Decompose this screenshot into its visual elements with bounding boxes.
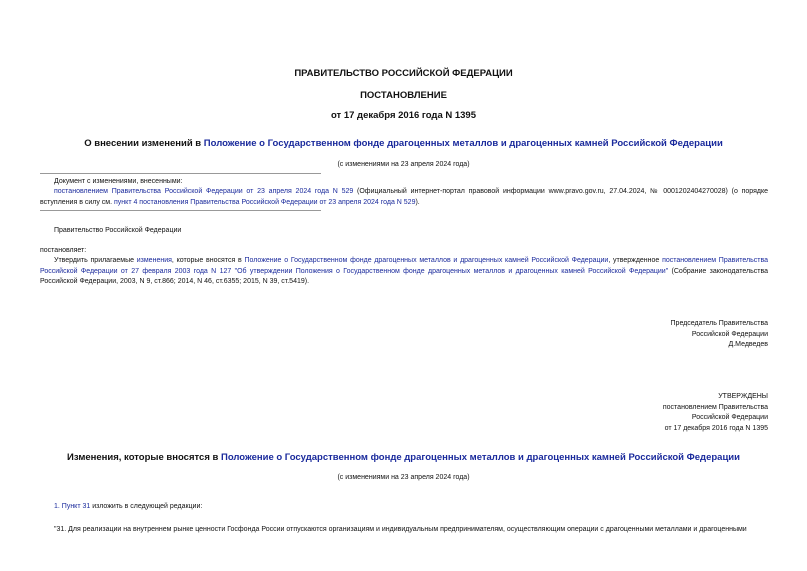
regulation-link-2[interactable]: Положение о Государственном фонде драгоценных металлов и драгоценных камней Российской Федерации [244,257,609,264]
p1-text-d: (Собрание законодательства Российской Федерации, 2003, N 9, ст.866; 2014, N 46, ст.6355; 2015, N 39, ст.5419). [40,267,768,285]
government-header: ПРАВИТЕЛЬСТВО РОССИЙСКОЙ ФЕДЕРАЦИИ [294,68,513,79]
divider-bottom [40,210,321,211]
item-1 [54,502,202,513]
item-1-text: изложить в следующей редакции: [90,503,203,510]
section-title-prefix: Изменения, которые вносятся в [67,452,221,463]
decree-127-link[interactable]: постановлением Правительства Российской Федерации от 27 февраля 2003 года N 127 "Об утверждении Положения о Государственном фонде драгоценных металлов и драгоценных камней Российской Федерации" [40,257,768,275]
changes-paragraph [40,187,768,208]
title-prefix: О внесении изменений в [84,138,204,149]
changes-text-3: ). [415,198,420,206]
changes-link[interactable]: изменения [136,257,172,264]
approved-line-4: от 17 декабря 2016 года N 1395 [664,424,768,432]
p1-text-b: , которые вносятся в [171,257,245,264]
section-amendment-note: (с изменениями на 23 апреля 2024 года) [337,474,470,481]
document-date-number: от 17 декабря 2016 года N 1395 [330,110,476,121]
quoted-text: "31. Для реализации на внутреннем рынке ценности Госфонда России отпускаются организациям и индивидуальным предпринимателям, осуществляющим операции с драгоценными металлами и драгоценными [54,526,747,533]
section-regulation-link[interactable]: Положение о Государственном фонде драгоценных металлов и драгоценных камней Российской Федерации [220,452,740,463]
document-type: ПОСТАНОВЛЕНИЕ [360,90,447,101]
divider-top [40,173,321,174]
p1-text-c: , утвержденное [608,257,663,264]
signature-block [671,319,768,351]
changes-section-title [0,452,807,463]
changes-text-1: (Официальный интернет-портал правовой информации www.pravo.gov.ru, 27.04.2024, № 0001202404270028) (о порядке [353,188,769,195]
changes-label: Документ с изменениями, внесенными: [54,178,183,185]
amendment-decree-link[interactable]: постановлением Правительства Российской Федерации от 23 апреля 2024 года N 529 [54,188,354,195]
approval-block [663,392,768,434]
approved-line-1: УТВЕРЖДЕНЫ [718,393,768,400]
amendment-note: (с изменениями на 23 апреля 2024 года) [337,161,470,168]
signature-line-3: Д.Медведев [728,341,768,348]
approved-line-2: постановлением Правительства [662,403,768,411]
document-title [0,138,807,149]
signature-line-2: Российской Федерации [691,330,768,338]
government-name: Правительство Российской Федерации [54,227,182,234]
signature-line-1: Председатель Правительства [670,320,768,327]
decree-paragraph [40,256,768,288]
p1-text-a: Утвердить прилагаемые [54,257,137,264]
entry-into-force-link[interactable]: пункт 4 постановления Правительства Российской Федерации от 23 апреля 2024 года N 529 [114,198,416,206]
decrees-word: постановляет: [40,247,87,254]
item-1-link[interactable]: 1. Пункт 31 [54,503,91,510]
changes-text-2: вступления в силу см. [40,198,115,206]
regulation-link[interactable]: Положение о Государственном фонде драгоценных металлов и драгоценных камней Российской Федерации [203,138,723,149]
approved-line-3: Российской Федерации [691,414,768,421]
